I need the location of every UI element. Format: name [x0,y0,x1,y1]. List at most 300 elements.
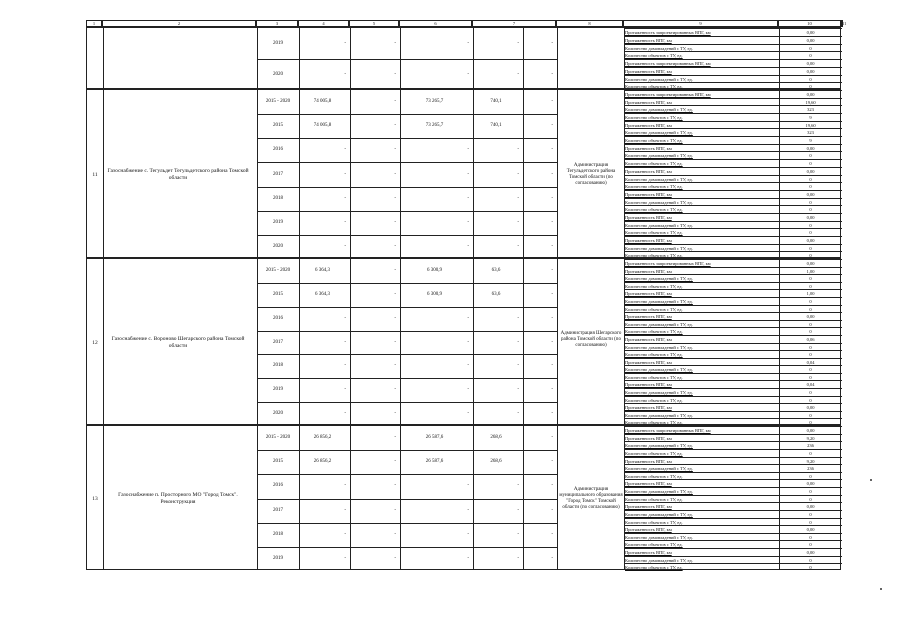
indicator-label: Количество объектов с ТУ, ед. [624,418,779,426]
year-row-divider [257,235,557,236]
year-cell: 2016 [273,315,283,321]
indicator-value: 9 [779,136,842,144]
funding-value: - [467,171,469,177]
year-row-divider [257,331,557,332]
indicator-value: 0 [779,388,842,396]
funding-value: - [394,411,396,417]
year-cell: 2015 - 2020 [265,267,291,273]
funding-value: - [517,387,519,393]
funding-value: - [551,531,553,537]
indicator-value: 9,20 [779,457,842,465]
indicator-value: 0 [779,320,842,328]
funding-value: 26 856,2 [313,435,332,441]
funding-value: - [551,363,553,369]
indicator-value: 0 [779,159,842,167]
indicator-value: 0 [779,411,842,419]
indicator-value: 1,00 [779,267,842,275]
indicator-value: 0 [779,327,842,335]
indicator-label: Количество объектов с ТУ, ед. [624,51,779,59]
indicator-label: Количество объектов с ТУ, ед. [624,205,779,213]
funding-value: 63,6 [491,267,501,273]
funding-value: 73 265,7 [425,123,444,129]
scan-speck [880,588,882,590]
indicator-label: Количество объектов с ТУ, ед. [624,305,779,313]
indicator-label: Количество домовладений с ТУ, ед. [624,151,779,159]
funding-value: - [394,123,396,129]
indicator-label: Протяженность ВПГ, км [624,167,779,175]
funding-value: - [344,171,346,177]
indicator-value: 0,00 [779,259,842,267]
indicator-label: Количество объектов с ТУ, ед. [624,495,779,503]
indicator-label: Количество домовладений с ТУ, ед. [624,44,779,52]
indicator-value: 0 [779,418,842,426]
indicator-label: Количество домовладений с ТУ, ед. [624,75,779,83]
indicator-value: 0,04 [779,358,842,366]
indicator-label: Протяженность ВПГ, км [624,525,779,533]
funding-value: - [394,435,396,441]
indicator-label: Протяженность запроектированных ВПГ, км [624,28,779,36]
indicator-value: 9,20 [779,434,842,442]
funding-value: - [394,171,396,177]
indicator-value: 19,60 [779,98,842,106]
funding-value: - [344,387,346,393]
column-header-number: 2 [102,20,256,27]
year-cell: 2015 [273,291,283,297]
indicator-label: Протяженность ВПГ, км [624,36,779,44]
funding-value: - [551,483,553,489]
indicator-label: Протяженность ВПГ, км [624,403,779,411]
indicator-value: 0 [779,221,842,229]
funding-value: - [394,531,396,537]
indicator-label: Количество домовладений с ТУ, ед. [624,464,779,472]
indicator-label: Протяженность запроектированных ВПГ, км [624,59,779,67]
indicator-value: 236 [779,441,842,449]
year-cell: 2017 [273,507,283,513]
indicator-label: Количество домовладений с ТУ, ед. [624,320,779,328]
indicator-label: Протяженность ВПГ, км [624,98,779,106]
funding-value: 26 856,2 [313,459,332,465]
program-section [86,425,841,570]
indicator-value: 19,60 [779,121,842,129]
indicator-value: 0 [779,198,842,206]
indicator-value: 0 [779,274,842,282]
year-row-divider [257,354,557,355]
funding-value: - [551,71,553,77]
year-cell: 2017 [273,171,283,177]
indicator-value: 0 [779,51,842,59]
indicator-value: 0 [779,297,842,305]
indicator-value: 0 [779,540,842,548]
column-divider [299,28,300,88]
executor: Администрация муниципального образования "Город Томск" Томской области (по согласованию) [559,486,623,510]
indicator-value: 0 [779,151,842,159]
column-header-number: 11 [842,21,847,26]
indicator-label: Протяженность ВПГ, км [624,67,779,75]
year-cell: 2019 [273,40,283,46]
funding-value: - [394,507,396,513]
funding-value: - [467,219,469,225]
funding-value: 63,6 [491,291,501,297]
funding-value: - [517,147,519,153]
funding-value: - [467,339,469,345]
funding-value: - [394,267,396,273]
funding-value: - [467,555,469,561]
indicator-value: 0,00 [779,28,842,36]
column-divider [400,28,401,88]
year-cell: 2019 [273,219,283,225]
program-section [86,258,841,425]
column-divider [257,28,258,88]
year-row-divider [257,378,557,379]
indicator-label: Протяженность ВПГ, км [624,479,779,487]
year-row-divider [257,307,557,308]
indicator-value: 0 [779,472,842,480]
indicator-label: Протяженность ВПГ, км [624,335,779,343]
indicator-label: Количество объектов с ТУ, ед. [624,563,779,571]
indicator-value: 0,00 [779,426,842,434]
funding-value: - [394,243,396,249]
funding-value: - [394,363,396,369]
funding-value: - [551,99,553,105]
funding-value: 740,1 [490,123,502,129]
year-cell: 2020 [273,71,283,77]
year-cell: 2016 [273,483,283,489]
funding-value: - [394,195,396,201]
indicator-label: Количество объектов с ТУ, ед. [624,350,779,358]
funding-value: 74 005,8 [313,123,332,129]
indicator-label: Количество домовладений с ТУ, ед. [624,175,779,183]
measure-name: Газоснабжение с. Вороново Шегарского района Томской области [111,335,245,349]
column-header-number: 4 [298,20,349,27]
funding-value: 6 300,9 [427,267,442,273]
indicator-label: Протяженность ВПГ, км [624,548,779,556]
funding-value: - [344,195,346,201]
indicator-label: Количество объектов с ТУ, ед. [624,82,779,90]
funding-value: - [394,483,396,489]
indicator-value: 0 [779,343,842,351]
funding-value: - [394,147,396,153]
year-row-divider [257,474,557,475]
indicator-value: 0,00 [779,479,842,487]
funding-value: - [394,99,396,105]
funding-value: - [467,411,469,417]
indicator-value: 0,00 [779,236,842,244]
indicator-value: 0 [779,495,842,503]
funding-value: - [551,195,553,201]
funding-value: - [517,40,519,46]
section-number: 12 [92,339,98,346]
indicator-value: 1,00 [779,289,842,297]
funding-value: - [551,123,553,129]
funding-value: - [344,219,346,225]
funding-value: - [517,243,519,249]
indicator-label: Протяженность ВПГ, км [624,289,779,297]
year-row-divider [257,450,557,451]
funding-value: - [551,243,553,249]
funding-value: - [394,555,396,561]
funding-value: - [551,171,553,177]
year-row-divider [257,211,557,212]
indicator-label: Количество домовладений с ТУ, ед. [624,105,779,113]
indicator-label: Количество объектов с ТУ, ед. [624,396,779,404]
year-cell: 2015 - 2020 [265,99,291,105]
indicator-value: 9 [779,113,842,121]
funding-value: - [517,219,519,225]
indicator-value: 0 [779,518,842,526]
column-header-number: 1 [86,20,102,27]
indicator-label: Количество домовладений с ТУ, ед. [624,441,779,449]
indicator-label: Количество домовладений с ТУ, ед. [624,556,779,564]
indicator-value: 0 [779,228,842,236]
indicator-label: Протяженность ВПГ, км [624,358,779,366]
indicator-value: 0 [779,182,842,190]
section-number: 13 [92,495,98,502]
indicator-label: Количество домовладений с ТУ, ед. [624,221,779,229]
year-row-divider [257,162,557,163]
column-divider [557,28,558,88]
indicator-value: 0 [779,205,842,213]
funding-value: - [551,267,553,273]
measure-name: Газоснабжение п. Просторного МО "Город Томск". Реконструкция [118,491,238,505]
funding-value: - [467,531,469,537]
funding-value: - [467,147,469,153]
column-header-number: 10 [778,20,841,27]
indicator-label: Протяженность запроектированных ВПГ, км [624,259,779,267]
indicator-label: Количество домовладений с ТУ, ед. [624,128,779,136]
indicator-value: 0,00 [779,403,842,411]
column-divider [473,28,474,88]
indicator-value: 0 [779,373,842,381]
funding-value: - [344,71,346,77]
funding-value: 6 364,3 [315,291,330,297]
funding-value: - [467,483,469,489]
executor: Администрация Шегарского района Томской области (по согласованию) [560,330,622,348]
indicator-value: 323 [779,128,842,136]
funding-value: - [394,219,396,225]
funding-value: - [467,507,469,513]
funding-value: - [344,147,346,153]
indicator-value: 0 [779,510,842,518]
year-cell: 2018 [273,363,283,369]
indicator-label: Количество домовладений с ТУ, ед. [624,274,779,282]
year-row-divider [257,114,557,115]
indicator-value: 0,00 [779,36,842,44]
column-header-number: 8 [556,20,623,27]
indicator-value: 0 [779,305,842,313]
column-header-number: 5 [349,20,399,27]
funding-value: 268,6 [490,435,502,441]
indicator-value: 0,00 [779,502,842,510]
indicator-label: Количество домовладений с ТУ, ед. [624,343,779,351]
funding-value: - [467,315,469,321]
year-cell: 2018 [273,195,283,201]
funding-value: - [344,531,346,537]
indicator-value: 0,00 [779,167,842,175]
indicator-value: 0 [779,563,842,571]
column-divider [557,426,558,569]
indicator-label: Протяженность ВПГ, км [624,213,779,221]
year-row-divider [257,59,557,60]
indicator-value: 0 [779,282,842,290]
indicator-value: 0 [779,75,842,83]
section-number: 11 [92,171,98,178]
indicator-label: Протяженность запроектированных ВПГ, км [624,90,779,98]
funding-value: - [344,483,346,489]
funding-value: - [517,71,519,77]
column-header-number: 9 [623,20,778,27]
year-cell: 2015 [273,459,283,465]
indicator-label: Протяженность ВПГ, км [624,267,779,275]
funding-value: 740,1 [490,99,502,105]
executor: Администрация Тегульдетского района Томской области (по согласованию) [566,162,616,186]
indicator-value: 0,00 [779,312,842,320]
indicator-label: Количество домовладений с ТУ, ед. [624,411,779,419]
indicator-value: 0 [779,251,842,259]
year-row-divider [257,547,557,548]
funding-value: - [517,411,519,417]
funding-value: - [551,40,553,46]
year-row-divider [257,499,557,500]
funding-value: 26 587,6 [425,459,444,465]
indicator-label: Протяженность ВПГ, км [624,502,779,510]
indicator-label: Количество домовладений с ТУ, ед. [624,365,779,373]
column-divider [523,28,524,88]
funding-value: - [517,507,519,513]
funding-value: - [551,555,553,561]
funding-value: - [517,339,519,345]
indicator-value: 0 [779,244,842,252]
indicator-value: 236 [779,464,842,472]
indicator-value: 0 [779,533,842,541]
indicator-label: Количество объектов с ТУ, ед. [624,282,779,290]
indicator-value: 0 [779,556,842,564]
indicator-value: 0,00 [779,90,842,98]
indicator-value: 0,00 [779,525,842,533]
funding-value: 73 265,7 [425,99,444,105]
indicator-label: Количество объектов с ТУ, ед. [624,228,779,236]
funding-value: - [394,387,396,393]
funding-value: - [394,339,396,345]
indicator-label: Протяженность ВПГ, км [624,434,779,442]
indicator-label: Протяженность ВПГ, км [624,380,779,388]
indicator-label: Количество объектов с ТУ, ед. [624,540,779,548]
indicator-label: Количество объектов с ТУ, ед. [624,373,779,381]
funding-value: - [517,531,519,537]
indicator-value: 0,00 [779,59,842,67]
funding-value: - [344,243,346,249]
funding-value: - [551,459,553,465]
indicator-label: Количество объектов с ТУ, ед. [624,182,779,190]
indicator-label: Количество объектов с ТУ, ед. [624,251,779,259]
indicator-value: 0 [779,44,842,52]
funding-value: - [551,315,553,321]
year-cell: 2019 [273,555,283,561]
indicator-label: Количество объектов с ТУ, ед. [624,327,779,335]
indicator-value: 0,00 [779,548,842,556]
indicator-value: 0,00 [779,190,842,198]
funding-value: - [344,555,346,561]
funding-value: - [467,71,469,77]
funding-value: 74 005,8 [313,99,332,105]
indicator-value: 0,00 [779,144,842,152]
funding-value: 6 300,9 [427,291,442,297]
year-cell: 2015 [273,123,283,129]
program-table [86,20,847,571]
indicator-label: Количество объектов с ТУ, ед. [624,449,779,457]
indicator-label: Количество домовладений с ТУ, ед. [624,533,779,541]
scan-speck [870,479,872,481]
indicator-label: Количество домовладений с ТУ, ед. [624,198,779,206]
funding-value: - [344,315,346,321]
funding-value: - [517,483,519,489]
funding-value: - [551,435,553,441]
year-cell: 2020 [273,243,283,249]
funding-value: 6 364,3 [315,267,330,273]
indicator-value: 0 [779,365,842,373]
indicator-label: Количество домовладений с ТУ, ед. [624,388,779,396]
program-section [86,27,841,89]
funding-value: - [551,387,553,393]
indicator-label: Количество домовладений с ТУ, ед. [624,244,779,252]
year-cell: 2016 [273,147,283,153]
funding-value: 26 587,6 [425,435,444,441]
funding-value: - [394,71,396,77]
indicator-label: Количество домовладений с ТУ, ед. [624,297,779,305]
program-section [86,89,841,258]
indicator-label: Протяженность ВПГ, км [624,144,779,152]
indicator-label: Количество объектов с ТУ, ед. [624,518,779,526]
funding-value: - [344,411,346,417]
funding-value: - [394,459,396,465]
funding-value: - [551,291,553,297]
indicator-value: 0,00 [779,213,842,221]
funding-value: - [467,363,469,369]
column-divider [557,90,558,257]
funding-value: - [467,387,469,393]
funding-value: - [467,40,469,46]
year-row-divider [257,283,557,284]
indicator-value: 0,00 [779,67,842,75]
indicator-value: 0 [779,449,842,457]
funding-value: - [344,339,346,345]
column-divider [557,259,558,424]
year-row-divider [257,523,557,524]
funding-value: - [467,243,469,249]
indicator-label: Количество объектов с ТУ, ед. [624,113,779,121]
indicator-label: Количество объектов с ТУ, ед. [624,472,779,480]
indicator-label: Протяженность ВПГ, км [624,121,779,129]
column-header-number: 7 [472,20,556,27]
funding-value: - [467,195,469,201]
indicator-value: 0 [779,175,842,183]
indicator-value: 0,06 [779,335,842,343]
funding-value: - [517,363,519,369]
year-row-divider [257,187,557,188]
indicator-label: Протяженность ВПГ, км [624,190,779,198]
funding-value: - [394,291,396,297]
indicator-value: 0,04 [779,380,842,388]
column-header-number: 6 [399,20,472,27]
funding-value: - [517,555,519,561]
column-divider [350,28,351,88]
indicator-value: 0 [779,82,842,90]
indicator-label: Протяженность ВПГ, км [624,457,779,465]
funding-value: - [551,219,553,225]
year-row-divider [257,138,557,139]
indicator-label: Количество домовладений с ТУ, ед. [624,510,779,518]
funding-value: - [344,40,346,46]
indicator-label: Количество объектов с ТУ, ед. [624,159,779,167]
